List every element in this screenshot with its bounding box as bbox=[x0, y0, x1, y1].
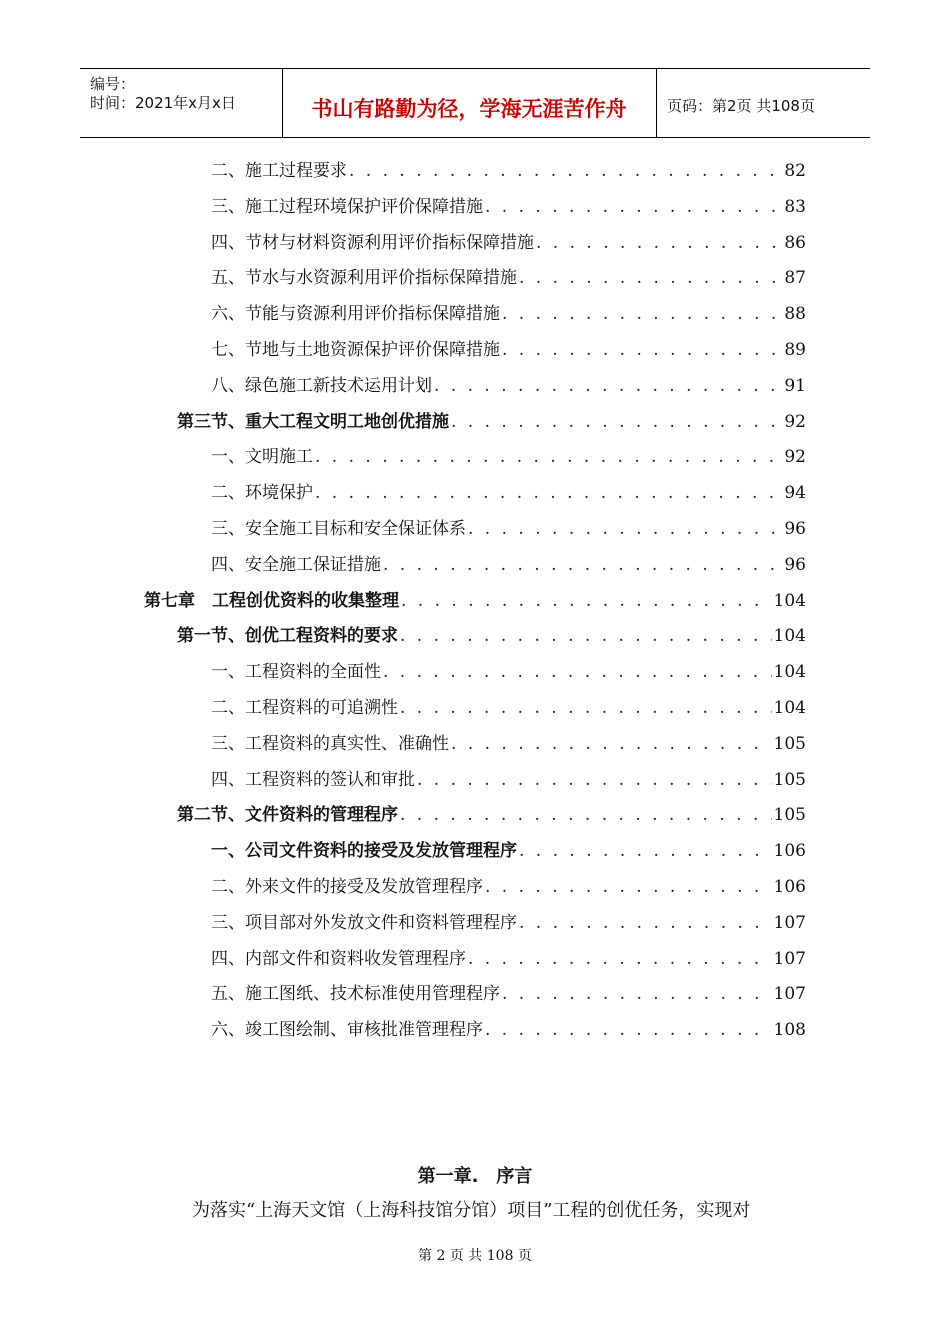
toc-entry[interactable] bbox=[211, 834, 806, 868]
toc-entry-title: 二、施工过程要求 bbox=[211, 161, 347, 181]
toc-entry[interactable] bbox=[211, 691, 806, 725]
toc-entry[interactable] bbox=[211, 942, 806, 976]
toc-leader-dots bbox=[485, 190, 782, 224]
toc-entry-page: 105 bbox=[773, 733, 806, 754]
toc-entry-title: 二、环境保护 bbox=[211, 483, 313, 504]
toc-entry[interactable] bbox=[177, 619, 806, 653]
toc-entry[interactable] bbox=[211, 226, 806, 260]
toc-leader-dots bbox=[468, 512, 782, 546]
toc-leader-dots bbox=[383, 655, 772, 689]
toc-entry[interactable] bbox=[177, 405, 806, 439]
toc-entry-page: 87 bbox=[784, 268, 806, 289]
toc-leader-dots bbox=[401, 584, 772, 618]
toc-entry-page: 104 bbox=[773, 590, 806, 611]
toc-entry-page: 91 bbox=[784, 375, 806, 396]
toc-leader-dots bbox=[519, 834, 772, 868]
toc-entry-page: 104 bbox=[773, 626, 806, 647]
toc-entry-title: 三、安全施工目标和安全保证体系 bbox=[211, 519, 466, 539]
toc-entry[interactable] bbox=[144, 584, 806, 618]
toc-entry-title: 第一节、创优工程资料的要求 bbox=[177, 626, 398, 647]
toc-leader-dots bbox=[400, 691, 772, 725]
toc-entry[interactable] bbox=[177, 798, 806, 832]
toc-leader-dots bbox=[485, 870, 772, 904]
toc-entry[interactable] bbox=[211, 870, 806, 904]
toc-entry-page: 86 bbox=[784, 232, 806, 253]
toc-entry-title: 四、工程资料的签认和审批 bbox=[211, 769, 415, 790]
toc-entry-title: 五、节水与水资源利用评价指标保障措施 bbox=[211, 268, 517, 289]
toc-entry-page: 106 bbox=[773, 841, 806, 862]
header-motto: 书山有路勤为径，学海无涯苦作舟 bbox=[311, 97, 627, 121]
toc-entry-page: 88 bbox=[784, 304, 806, 325]
toc-leader-dots bbox=[519, 906, 772, 940]
toc-entry[interactable] bbox=[211, 369, 806, 403]
toc-entry[interactable] bbox=[211, 977, 806, 1011]
toc-entry-title: 三、施工过程环境保护评价保障措施 bbox=[211, 196, 483, 217]
toc-entry-page: 108 bbox=[773, 1020, 806, 1041]
toc-entry-page: 104 bbox=[773, 662, 806, 683]
toc-entry-title: 三、项目部对外发放文件和资料管理程序 bbox=[211, 912, 517, 933]
toc-entry-title: 第七章 工程创优资料的收集整理 bbox=[144, 590, 399, 611]
toc-entry[interactable] bbox=[211, 297, 806, 331]
toc-entry-page: 104 bbox=[773, 698, 806, 718]
toc-leader-dots bbox=[434, 369, 782, 403]
toc-leader-dots bbox=[502, 977, 772, 1011]
toc-entry[interactable] bbox=[211, 906, 806, 940]
body-paragraph: 为落实“上海天文馆（上海科技馆分馆）项目”工程的创优任务，实现对 bbox=[192, 1200, 751, 1221]
toc-entry-page: 94 bbox=[784, 483, 806, 504]
chapter-title: 第一章. 序言 bbox=[417, 1166, 533, 1187]
toc-leader-dots bbox=[417, 763, 772, 797]
toc-entry[interactable] bbox=[211, 655, 806, 689]
toc-entry[interactable] bbox=[211, 763, 806, 797]
toc-entry[interactable] bbox=[211, 261, 806, 295]
toc-leader-dots bbox=[400, 619, 772, 653]
toc-entry-page: 96 bbox=[784, 519, 806, 539]
toc-entry-page: 82 bbox=[784, 161, 806, 181]
toc-leader-dots bbox=[451, 727, 772, 761]
toc-entry-title: 一、工程资料的全面性 bbox=[211, 662, 381, 683]
toc-leader-dots bbox=[451, 405, 782, 439]
toc-entry-page: 92 bbox=[784, 411, 806, 432]
toc-entry-title: 一、公司文件资料的接受及发放管理程序 bbox=[211, 841, 517, 862]
toc-leader-dots bbox=[349, 154, 782, 188]
toc-entry[interactable] bbox=[211, 476, 806, 510]
toc-entry-title: 八、绿色施工新技术运用计划 bbox=[211, 375, 432, 396]
toc-entry[interactable] bbox=[211, 154, 806, 188]
toc-entry-page: 92 bbox=[784, 447, 806, 468]
toc-entry[interactable] bbox=[211, 1013, 806, 1047]
header-page-cell bbox=[657, 69, 870, 137]
toc-entry-title: 七、节地与土地资源保护评价保障措施 bbox=[211, 340, 500, 360]
toc-entry[interactable] bbox=[211, 333, 806, 367]
toc-entry-page: 106 bbox=[773, 877, 806, 897]
toc-entry-title: 一、文明施工 bbox=[211, 447, 313, 468]
toc-entry-title: 三、工程资料的真实性、准确性 bbox=[211, 733, 449, 754]
document-time-label: 时间：2021年x月x日 bbox=[90, 94, 236, 112]
document-number-label: 编号： bbox=[90, 75, 136, 93]
toc-entry-page: 107 bbox=[773, 912, 806, 933]
toc-entry-title: 四、节材与材料资源利用评价指标保障措施 bbox=[211, 232, 534, 253]
page-header bbox=[80, 68, 870, 138]
toc-entry-page: 105 bbox=[773, 769, 806, 790]
toc-entry-title: 五、施工图纸、技术标准使用管理程序 bbox=[211, 984, 500, 1005]
toc-entry-title: 四、内部文件和资料收发管理程序 bbox=[211, 948, 466, 969]
toc-leader-dots bbox=[383, 548, 782, 582]
toc-entry-page: 96 bbox=[784, 554, 806, 575]
toc-leader-dots bbox=[400, 798, 772, 832]
toc-leader-dots bbox=[485, 1013, 772, 1047]
page-footer: 第 2 页 共 108 页 bbox=[418, 1248, 532, 1264]
toc-entry[interactable] bbox=[211, 548, 806, 582]
toc-leader-dots bbox=[315, 476, 782, 510]
toc-entry-page: 107 bbox=[773, 948, 806, 969]
toc-entry-title: 二、工程资料的可追溯性 bbox=[211, 698, 398, 718]
toc-leader-dots bbox=[502, 297, 782, 331]
header-meta-cell bbox=[80, 69, 283, 137]
toc-leader-dots bbox=[468, 942, 772, 976]
toc-entry-title: 六、节能与资源利用评价指标保障措施 bbox=[211, 304, 500, 325]
toc-leader-dots bbox=[502, 333, 782, 367]
header-motto-cell bbox=[282, 69, 657, 137]
toc-leader-dots bbox=[315, 440, 782, 474]
toc-entry-title: 六、竣工图绘制、审核批准管理程序 bbox=[211, 1020, 483, 1041]
toc-entry[interactable] bbox=[211, 440, 806, 474]
toc-leader-dots bbox=[536, 226, 782, 260]
toc-entry-title: 四、安全施工保证措施 bbox=[211, 554, 381, 575]
toc-entry-title: 第二节、文件资料的管理程序 bbox=[177, 805, 398, 826]
toc-entry-title: 第三节、重大工程文明工地创优措施 bbox=[177, 411, 449, 432]
toc-entry-title: 二、外来文件的接受及发放管理程序 bbox=[211, 877, 483, 897]
toc-entry[interactable] bbox=[211, 512, 806, 546]
header-page-info: 页码：第2页 共108页 bbox=[667, 97, 815, 115]
toc-entry-page: 105 bbox=[773, 805, 806, 826]
toc-entry[interactable] bbox=[211, 727, 806, 761]
toc-entry-page: 89 bbox=[784, 340, 806, 360]
toc-entry[interactable] bbox=[211, 190, 806, 224]
toc-entry-page: 83 bbox=[784, 196, 806, 217]
toc-entry-page: 107 bbox=[773, 984, 806, 1005]
toc-leader-dots bbox=[519, 261, 782, 295]
